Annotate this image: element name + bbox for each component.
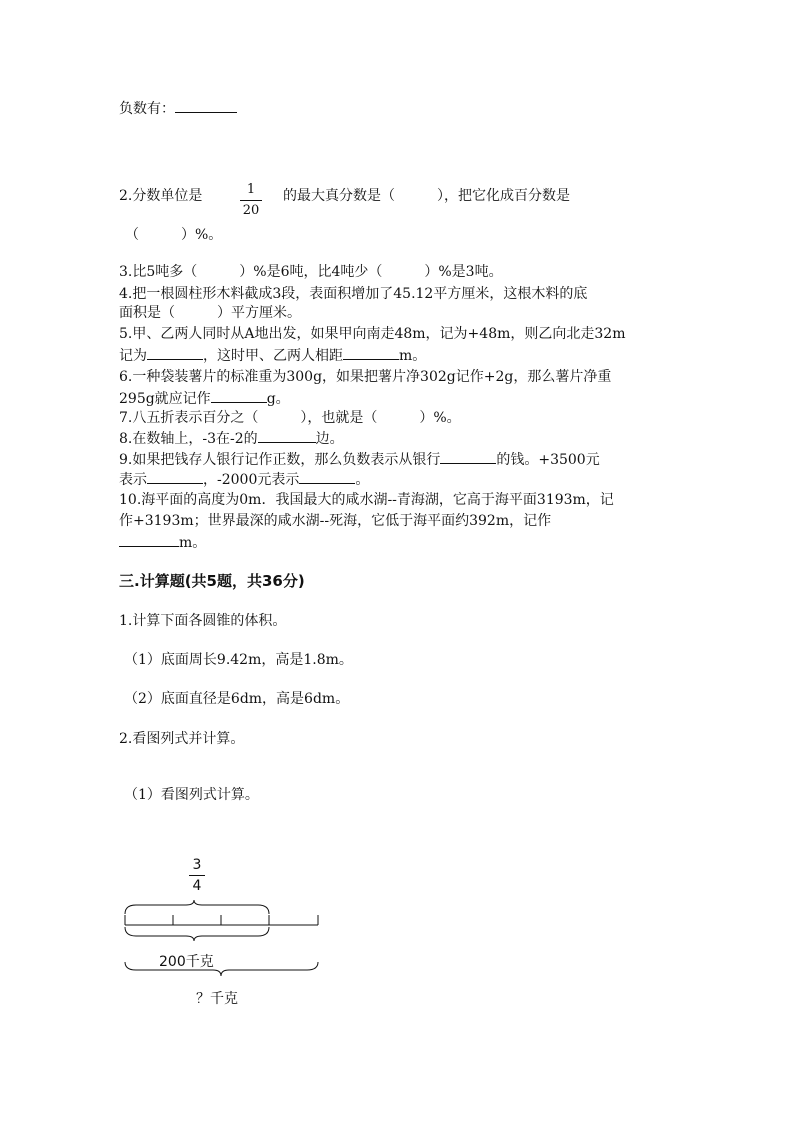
top-brace xyxy=(125,900,269,914)
calc-1-title xyxy=(119,611,286,631)
question-9-text-2b: ，-2000元表示 xyxy=(203,472,300,488)
question-5-text-2b: ，这时甲、乙两人相距 xyxy=(203,348,343,364)
calc-1-sub-1-text: （1）底面周长9.42m，高是1.8m。 xyxy=(124,652,353,668)
question-10-line-3 xyxy=(119,532,206,553)
segment-diagram xyxy=(118,900,328,980)
negative-numbers-label: 负数有： xyxy=(119,101,175,117)
question-10-text-2: 作+3193m；世界最深的咸水湖--死海，它低于海平面约392m，记作 xyxy=(119,513,552,529)
question-10-line-1 xyxy=(119,490,614,510)
diagram-label-unknown-kg: ？千克 xyxy=(196,991,238,1007)
calc-2-sub-1 xyxy=(124,785,259,805)
question-5-blank-1[interactable] xyxy=(147,345,203,360)
section-3-title: 三.计算题(共5题，共36分) xyxy=(119,572,305,590)
question-8-text-a: 8.在数轴上，-3在-2的 xyxy=(119,431,258,447)
question-2-line-1 xyxy=(119,186,202,206)
calc-2-sub-1-text: （1）看图列式计算。 xyxy=(124,787,259,803)
question-6-text-1: 6.一种袋装薯片的标准重为300g，如果把薯片净302g记作+2g，那么薯片净重 xyxy=(119,369,612,385)
question-6-text-2b: g。 xyxy=(266,391,290,407)
fraction-denominator: 20 xyxy=(242,203,260,218)
question-10-line-2 xyxy=(119,511,551,531)
negative-numbers-line xyxy=(119,98,237,119)
question-2-line-1b xyxy=(283,186,570,206)
calc-2-title xyxy=(119,729,244,749)
question-9-line-1 xyxy=(119,449,600,470)
question-6-blank[interactable] xyxy=(211,388,267,403)
question-6-line-1 xyxy=(119,367,611,387)
question-5-text-2c: m。 xyxy=(399,348,427,364)
question-2-text-c: （ ）%。 xyxy=(125,227,223,243)
question-10-blank[interactable] xyxy=(119,532,179,547)
negative-numbers-blank[interactable] xyxy=(175,98,237,113)
question-9-text-2c: 。 xyxy=(355,472,370,488)
question-5-text-1: 5.甲、乙两人同时从A地出发，如果甲向南走48m，记为+48m，则乙向北走32m xyxy=(119,326,626,342)
diagram-fraction-denominator: 4 xyxy=(192,878,202,894)
question-7-text: 7.八五折表示百分之（ ），也就是（ ）%。 xyxy=(119,410,461,426)
question-9-text-2a: 表示 xyxy=(119,472,147,488)
question-9-blank-1[interactable] xyxy=(440,449,496,464)
calc-2-title-text: 2.看图列式并计算。 xyxy=(119,731,245,747)
question-5-line-2 xyxy=(119,345,426,366)
question-7 xyxy=(119,408,461,428)
fraction-bar xyxy=(240,200,262,201)
question-5-text-2a: 记为 xyxy=(119,348,147,364)
question-2-text-a: 2.分数单位是 xyxy=(119,188,203,204)
question-8 xyxy=(119,428,344,449)
question-2-text-b: 的最大真分数是（ ），把它化成百分数是 xyxy=(283,188,570,204)
question-4-text-1: 4.把一根圆柱形木料截成3段，表面积增加了45.12平方厘米，这根木料的底 xyxy=(119,286,588,302)
question-5-blank-2[interactable] xyxy=(343,345,399,360)
question-6-text-2a: 295g就应记作 xyxy=(119,391,211,407)
question-8-blank[interactable] xyxy=(258,428,316,443)
question-9-blank-2[interactable] xyxy=(147,469,203,484)
question-9-line-2 xyxy=(119,469,369,490)
diagram-fraction-numerator: 3 xyxy=(192,857,202,873)
question-4-line-1 xyxy=(119,284,587,304)
inner-brace xyxy=(125,927,269,941)
question-10-text-1: 10.海平面的高度为0m．我国最大的咸水湖--青海湖，它高于海平面3193m，记 xyxy=(119,492,614,508)
question-5-line-1 xyxy=(119,324,625,344)
diagram-label-200kg: 200千克 xyxy=(159,954,214,970)
question-3-text: 3.比5吨多（ ）%是6吨，比4吨少（ ）%是3吨。 xyxy=(119,264,503,280)
question-4-text-2: 面积是（ ）平方厘米。 xyxy=(119,305,301,321)
diagram-fraction xyxy=(189,857,205,894)
question-8-text-b: 边。 xyxy=(315,431,344,447)
question-9-text-1a: 9.如果把钱存人银行记作正数，那么负数表示从银行 xyxy=(119,452,441,468)
question-9-text-1b: 的钱。+3500元 xyxy=(496,452,600,468)
question-2-fraction xyxy=(240,182,262,219)
question-10-text-3: m。 xyxy=(179,535,207,551)
question-9-blank-3[interactable] xyxy=(299,469,355,484)
calc-1-sub-2-text: （2）底面直径是6dm，高是6dm。 xyxy=(124,691,350,707)
diagram-fraction-bar xyxy=(189,875,205,876)
question-3 xyxy=(119,262,503,282)
calc-1-title-text: 1.计算下面各圆锥的体积。 xyxy=(119,613,287,629)
calc-1-sub-1 xyxy=(124,650,353,670)
question-4-line-2 xyxy=(119,303,301,323)
calc-1-sub-2 xyxy=(124,689,349,709)
outer-brace xyxy=(125,962,318,976)
fraction-numerator: 1 xyxy=(246,182,256,197)
question-2-line-2 xyxy=(125,225,222,245)
question-6-line-2 xyxy=(119,388,290,409)
